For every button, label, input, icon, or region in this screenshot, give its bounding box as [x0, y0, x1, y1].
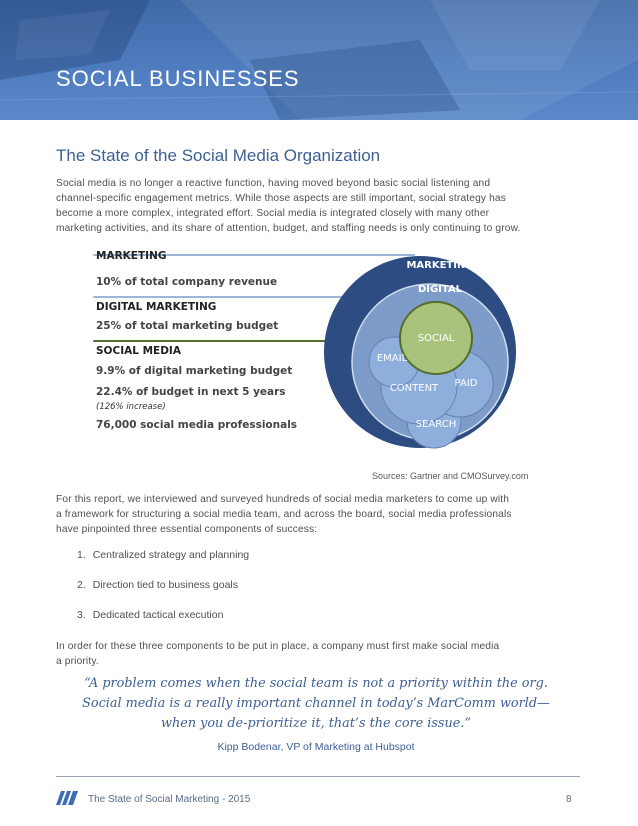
- page-number: 8: [566, 794, 572, 805]
- list-number: 1.: [77, 549, 86, 561]
- intro-line: marketing activities, and its share of attention, budget, and staffing needs is only continuing to grow.: [56, 223, 521, 234]
- header-banner: [0, 0, 638, 120]
- circle-label-social: SOCIAL: [417, 333, 455, 344]
- report-line: For this report, we interviewed and surveyed hundreds of social media marketers to come up with: [56, 494, 510, 505]
- stat-marketing-value: 10% of total company revenue: [96, 276, 278, 288]
- section-heading: The State of the Social Media Organization: [56, 146, 381, 165]
- priority-line: In order for these three components to be put in place, a company must first make social media: [56, 641, 500, 652]
- circle-label-marketing: MARKETING: [406, 260, 474, 271]
- list-number: 3.: [77, 609, 86, 621]
- intro-line: channel-specific engagement metrics. While those aspects are still important, social strategy has: [56, 193, 506, 204]
- stat-social-budget: 9.9% of digital marketing budget: [96, 365, 293, 377]
- quote-line: when you de-prioritize it, that’s the core issue.”: [161, 716, 471, 731]
- stat-social-label: SOCIAL MEDIA: [96, 345, 181, 357]
- list-item: [77, 549, 249, 561]
- intro-line: become a more complex, integrated effort. Social media is integrated closely with many other: [56, 208, 490, 219]
- laptop-photo-background: [0, 0, 638, 120]
- circle-label-paid: PAID: [454, 378, 478, 389]
- circle-label-content: CONTENT: [389, 383, 439, 394]
- circle-label-search: SEARCH: [415, 419, 457, 430]
- list-text: Dedicated tactical execution: [92, 609, 224, 621]
- intro-paragraph: [56, 176, 576, 236]
- list-item: [77, 579, 238, 591]
- brand-logo-icon: [56, 791, 78, 805]
- stat-digital-label: DIGITAL MARKETING: [96, 301, 217, 313]
- report-paragraph: [56, 492, 576, 537]
- report-line: a framework for structuring a social media team, and across the board, social media professionals: [56, 509, 512, 520]
- banner-title: SOCIAL BUSINESSES: [56, 66, 300, 91]
- sources-caption: Sources: Gartner and CMOSurvey.com: [372, 471, 529, 481]
- stat-social-professionals: 76,000 social media professionals: [96, 419, 298, 431]
- quote-line: “A problem comes when the social team is not a priority within the org.: [84, 676, 548, 691]
- stat-digital-value: 25% of total marketing budget: [96, 320, 279, 332]
- list-number: 2.: [77, 579, 86, 591]
- intro-line: Social media is no longer a reactive function, having moved beyond basic social listening and: [56, 178, 491, 189]
- footer-divider: [56, 776, 580, 777]
- quote-attribution: Kipp Bodenar, VP of Marketing at Hubspot: [217, 741, 415, 753]
- list-text: Direction tied to business goals: [92, 579, 239, 591]
- priority-line: a priority.: [56, 656, 99, 667]
- quote-line: Social media is a really important channel in today’s MarComm world—: [82, 696, 550, 711]
- circle-label-digital: DIGITAL: [417, 284, 463, 295]
- priority-paragraph: [56, 639, 576, 669]
- stat-social-increase: (126% increase): [96, 402, 166, 412]
- stat-marketing-label: MARKETING: [96, 250, 167, 262]
- stat-social-growth: 22.4% of budget in next 5 years: [96, 386, 286, 398]
- circle-label-email: EMAIL: [376, 353, 408, 364]
- footer-title: The State of Social Marketing - 2015: [88, 794, 251, 805]
- pull-quote: [60, 674, 572, 734]
- report-line: have pinpointed three essential components of success:: [56, 524, 318, 535]
- list-text: Centralized strategy and planning: [92, 549, 250, 561]
- list-item: [77, 609, 223, 621]
- marketing-diagram: [56, 244, 536, 464]
